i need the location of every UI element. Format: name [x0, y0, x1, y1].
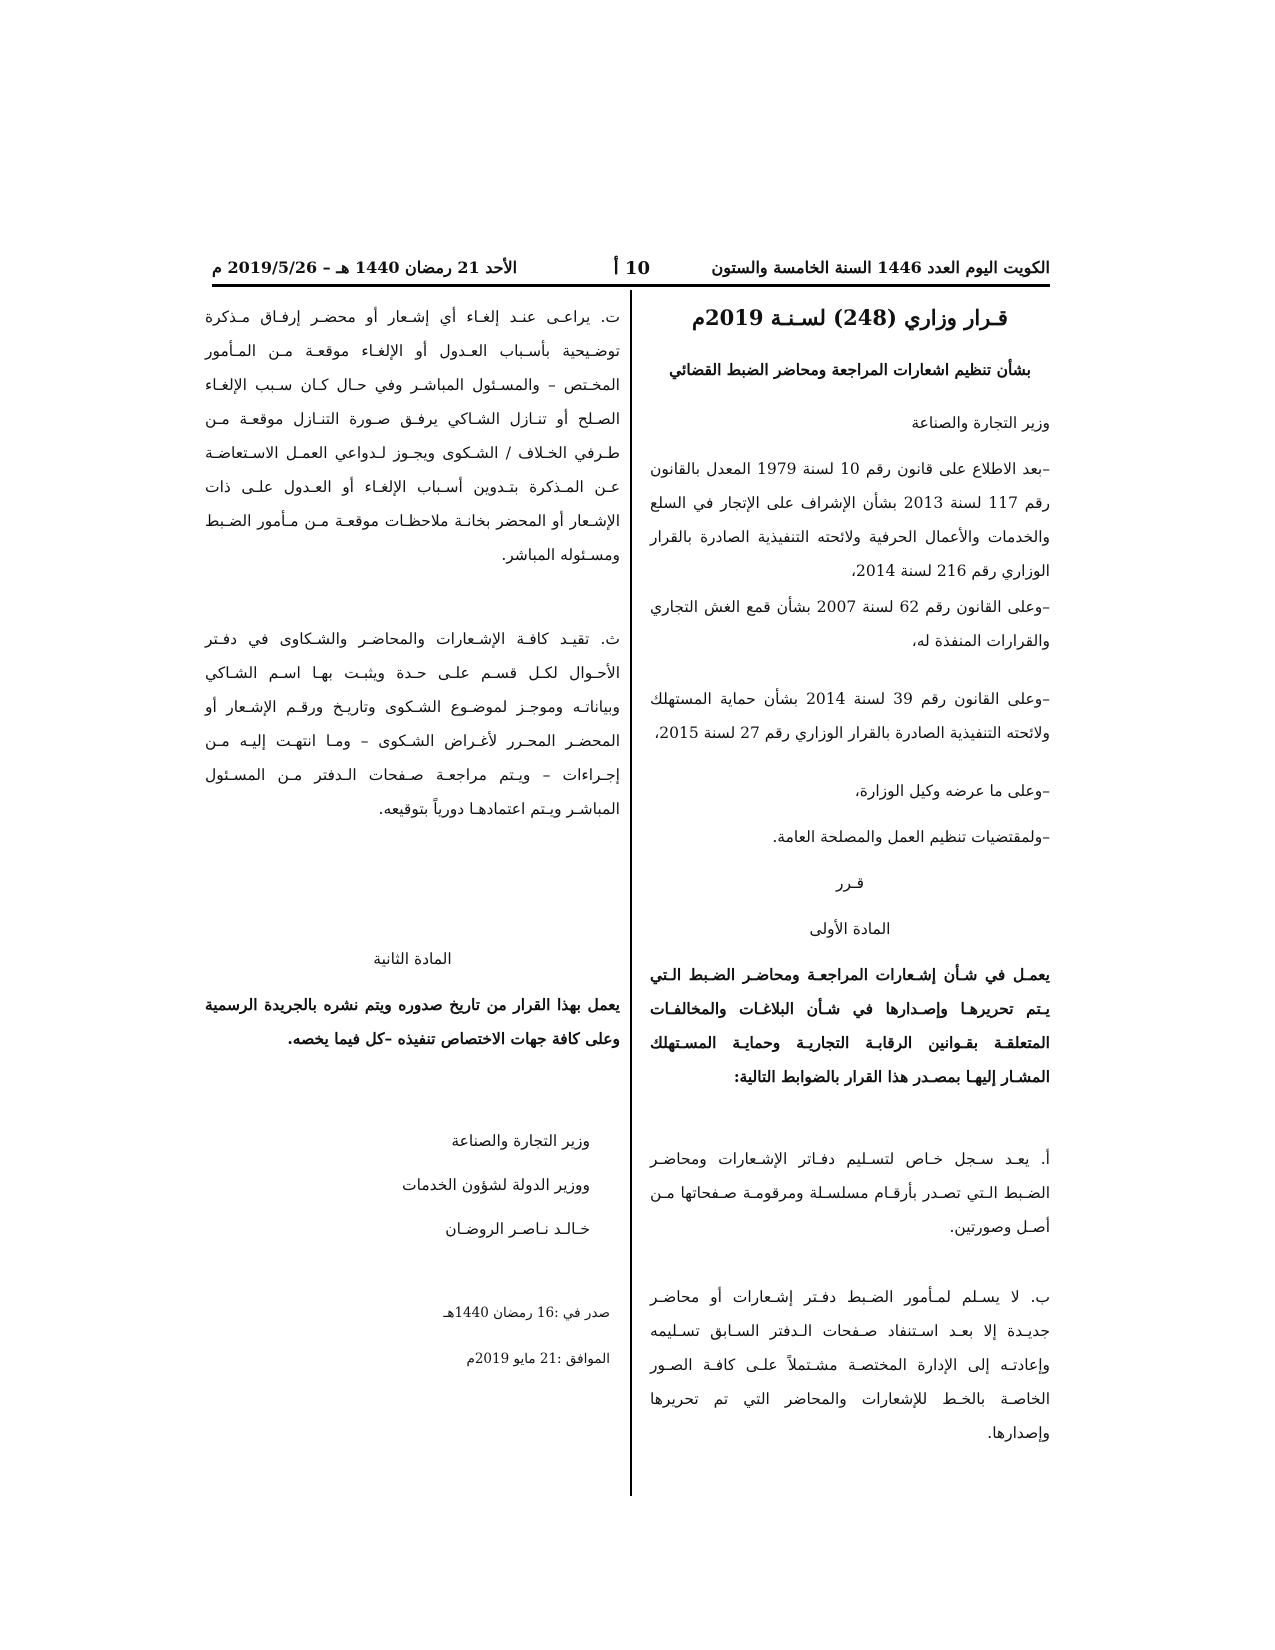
issued-hijri: صدر في :16 رمضان 1440هـ — [443, 1305, 610, 1321]
article-2-title: المادة الثانية — [373, 950, 452, 968]
preamble-item: –وعلى ما عرضه وكيل الوزارة، — [854, 782, 1050, 800]
header-rule — [212, 284, 1050, 287]
clause-a: أ. يعـد سـجل خـاص لتسـليم دفـاتر الإشـعارات ومحاضـر الضـبط الـتي تصـدر بأرقـام مسلسـلة ومرقومـة صـفحاتها مـن أصـل وصورتين. — [650, 1150, 1050, 1236]
minister-heading: وزير التجارة والصناعة — [911, 414, 1050, 432]
preamble-item: –وعلى القانون رقم 39 لسنة 2014 بشأن حماية المستهلك ولائحته التنفيذية الصادرة بالقرار الوزاري رقم 27 لسنة 2015، — [650, 690, 1050, 742]
decision-title: قـرار وزاري (248) لسـنـة 2019م — [692, 305, 1008, 330]
signature-name: خـالـد نـاصـر الروضـان — [445, 1220, 590, 1238]
right-column — [650, 300, 1050, 1464]
article-1-intro: يعمـل في شـأن إشـعارات المراجعـة ومحاضـر الضـبط الـتي يـتم تحريرهـا وإصـدارها في شـأن البلاغـات والمخالفـات المتعلقـة بقـوانين الرقابـة التجاريـة وحمايـة المسـتهلك المشـار إليهـا بمصـدر هذا القرار بالضوابط التالية: — [650, 965, 1050, 1086]
decision-subject: بشأن تنظيم اشعارات المراجعة ومحاضر الضبط القضائي — [669, 360, 1031, 379]
preamble-item: –وعلى القانون رقم 62 لسنة 2007 بشأن قمع الغش التجاري والقرارات المنفذة له، — [650, 598, 1050, 650]
spacer — [205, 1256, 620, 1300]
gazette-issue: الكويت اليوم العدد 1446 السنة الخامسة والستون — [711, 258, 1050, 277]
clause-b: ب. لا يسـلم لمـأمور الضـبط دفـتر إشـعارات أو محاضـر جديـدة إلا بعـد اسـتنفاد صـفحات الـدفتر السـابق تسـليمه وإعادتـه إلى الإدارة المختصـة مشـتملاً علـى كافـة الصـور الخاصـة بالخـط للإشعارات والمحاضر التي تم تحريرها وإصدارها. — [650, 1288, 1050, 1442]
signature-block — [205, 1124, 620, 1256]
preamble-item: –بعد الاطلاع على قانون رقم 10 لسنة 1979 المعدل بالقانون رقم 117 لسنة 2013 بشأن الإشراف على الإتجار في السلع والخدمات والأعمال الحرفية ولائحته التنفيذية الصادرة بالقرار الوزاري رقم 216 لسنة 2014، — [650, 460, 1050, 580]
issue-date: الأحد 21 رمضان 1440 هـ – 2019/5/26 م — [212, 258, 518, 277]
article-1-title: المادة الأولى — [809, 920, 891, 938]
signature-title-1: وزير التجارة والصناعة — [451, 1132, 590, 1150]
column-divider — [630, 290, 632, 1496]
page-header — [212, 250, 1050, 286]
issued-gregorian: الموافق :21 مايو 2019م — [466, 1351, 610, 1367]
clause-t: ت. يراعـى عنـد إلغـاء أي إشـعار أو محضـر إرفـاق مـذكرة توضـيحية بأسـباب العـدول أو الإلغـاء موقعـة مـن المـأمور المخـتص – والمسـئول المباشـر وفي حـال كـان سـبب الإلغـاء الصـلح أو تنـازل الشـاكي يرفـق صـورة التنـازل موقعـة مـن طـرفي الخـلاف / الشـكوى ويجـوز لـدواعي العمـل الاسـتعاضـة عـن المـذكرة بتـدوين أسـباب الإلغـاء أو العـدول علـى ذات الإشـعار أو المحضر بخانـة ملاحظـات موقعـة مـن مـأمور الضـبط ومسـئوله المباشر. — [205, 308, 620, 564]
spacer — [205, 1080, 620, 1124]
decides-heading: قـرر — [836, 874, 864, 892]
signature-title-2: ووزير الدولة لشؤون الخدمات — [402, 1176, 590, 1194]
clause-th: ث. تقيـد كافـة الإشـعارات والمحاضـر والشـكاوى في دفـتر الأحـوال لكـل قسـم علـى حـدة ويثبـت بهـا اسـم الشـاكي وبياناتـه وموجـز لموضـوع الشـكوى وتاريـخ ورقـم الإشـعار أو المحضـر المحـرر لأغـراض الشـكوى – ومـا انتهـت إليـه مـن إجـراءات – ويـتم مراجعـة صـفحات الـدفتر مـن المسـئول المباشـر ويـتم اعتمادهـا دورياً بتوقيعه. — [205, 630, 620, 818]
spacer — [205, 898, 620, 942]
preamble-item: –ولمقتضيات تنظيم العمل والمصلحة العامة. — [772, 828, 1050, 846]
left-column — [205, 300, 620, 1392]
article-2-text: يعمل بهذا القرار من تاريخ صدوره ويتم نشره بالجريدة الرسمية وعلى كافة جهات الاختصاص تنفيذه –كل فيما يخصه. — [205, 995, 620, 1048]
page-number: 10 أ — [613, 258, 650, 279]
